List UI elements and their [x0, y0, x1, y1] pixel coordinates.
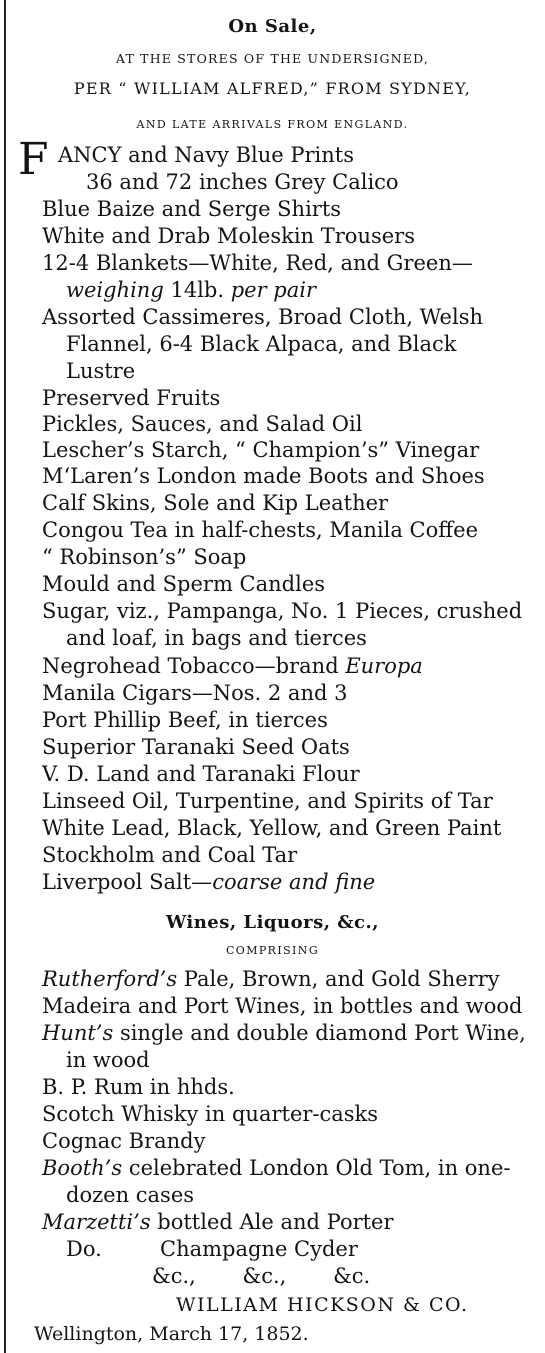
- italic-text: Hunt’s: [42, 1021, 114, 1045]
- goods-line: Congou Tea in half-chests, Manila Coffee: [42, 518, 479, 542]
- wines-heading: Wines, Liquors, &c.,: [165, 912, 379, 933]
- goods-line: Port Phillip Beef, in tierces: [42, 708, 328, 732]
- wine-line: [42, 966, 500, 992]
- plain-text: single and double diamond Port Wine,: [113, 1021, 526, 1045]
- goods-line: Flannel, 6-4 Black Alpaca, and Black: [66, 332, 457, 356]
- goods-line: White Lead, Black, Yellow, and Green Paint: [42, 816, 502, 840]
- goods-line: 12-4 Blankets—White, Red, and Green—: [42, 251, 473, 275]
- wine-line: B. P. Rum in hhds.: [42, 1075, 235, 1099]
- goods-line: Lustre: [66, 359, 136, 383]
- ad-title: On Sale,: [228, 16, 317, 37]
- italic-text: Europa: [345, 654, 423, 678]
- goods-line: M‘Laren’s London made Boots and Shoes: [42, 464, 485, 488]
- goods-line: White and Drab Moleskin Trousers: [42, 224, 415, 248]
- plain-text: 14lb.: [163, 278, 231, 302]
- wine-line: in wood: [66, 1048, 150, 1072]
- wines-subheading: COMPRISING: [225, 944, 320, 957]
- goods-line: “ Robinson’s” Soap: [42, 545, 247, 569]
- wine-line: Scotch Whisky in quarter-casks: [42, 1102, 379, 1126]
- italic-text: Booth’s: [42, 1156, 123, 1180]
- ad-subheading-3: AND LATE ARRIVALS FROM ENGLAND.: [136, 118, 409, 131]
- italic-text: weighing: [66, 278, 164, 302]
- goods-line: Assorted Cassimeres, Broad Cloth, Welsh: [42, 305, 483, 329]
- goods-line: 36 and 72 inches Grey Calico: [86, 170, 399, 194]
- italic-text: coarse and fine: [212, 870, 376, 894]
- goods-line: Blue Baize and Serge Shirts: [42, 197, 342, 221]
- wine-line-ditto: Do.: [66, 1237, 102, 1261]
- goods-line: [66, 277, 316, 303]
- italic-text: Rutherford’s: [42, 967, 178, 991]
- wine-line: [42, 1155, 510, 1181]
- wine-line: [42, 1020, 526, 1046]
- goods-line: Pickles, Sauces, and Salad Oil: [42, 412, 363, 436]
- goods-line: Preserved Fruits: [42, 386, 221, 410]
- goods-line: Manila Cigars—Nos. 2 and 3: [42, 681, 348, 705]
- goods-line: Lescher’s Starch, “ Champion’s” Vinegar: [42, 438, 480, 462]
- goods-line: Stockholm and Coal Tar: [42, 843, 298, 867]
- goods-line: and loaf, in bags and tierces: [66, 626, 367, 650]
- goods-line: [42, 653, 423, 679]
- drop-cap: F: [18, 134, 49, 185]
- italic-text: Marzetti’s: [42, 1210, 151, 1234]
- wine-line: dozen cases: [66, 1183, 195, 1207]
- plain-text: celebrated London Old Tom, in one-: [122, 1156, 511, 1180]
- plain-text: bottled Ale and Porter: [150, 1210, 394, 1234]
- goods-line: Calf Skins, Sole and Kip Leather: [42, 491, 389, 515]
- wine-line: Champagne Cyder: [160, 1237, 358, 1261]
- place-date: Wellington, March 17, 1852.: [34, 1323, 309, 1345]
- etc-line: &c., &c., &c.: [152, 1264, 371, 1288]
- goods-line: Superior Taranaki Seed Oats: [42, 735, 350, 759]
- goods-line: Linseed Oil, Turpentine, and Spirits of Tar: [42, 789, 493, 813]
- goods-line: [42, 869, 375, 895]
- plain-text: Liverpool Salt—: [42, 870, 213, 894]
- ad-subheading-2: PER “ WILLIAM ALFRED,” FROM SYDNEY,: [73, 79, 472, 98]
- goods-line: ANCY and Navy Blue Prints: [58, 143, 355, 167]
- ad-subheading-1: AT THE STORES OF THE UNDERSIGNED,: [115, 51, 430, 66]
- column-rule: [4, 0, 6, 1353]
- plain-text: Pale, Brown, and Gold Sherry: [177, 967, 500, 991]
- italic-text: per pair: [230, 278, 317, 302]
- plain-text: Negrohead Tobacco—brand: [42, 654, 346, 678]
- goods-line: Sugar, viz., Pampanga, No. 1 Pieces, crushed: [42, 599, 523, 623]
- wine-line: Cognac Brandy: [42, 1129, 206, 1153]
- goods-line: Mould and Sperm Candles: [42, 572, 326, 596]
- wine-line: [42, 1209, 394, 1235]
- goods-line: V. D. Land and Taranaki Flour: [42, 762, 360, 786]
- wine-line: Madeira and Port Wines, in bottles and wood: [42, 994, 523, 1018]
- signature: WILLIAM HICKSON & CO.: [176, 1294, 469, 1316]
